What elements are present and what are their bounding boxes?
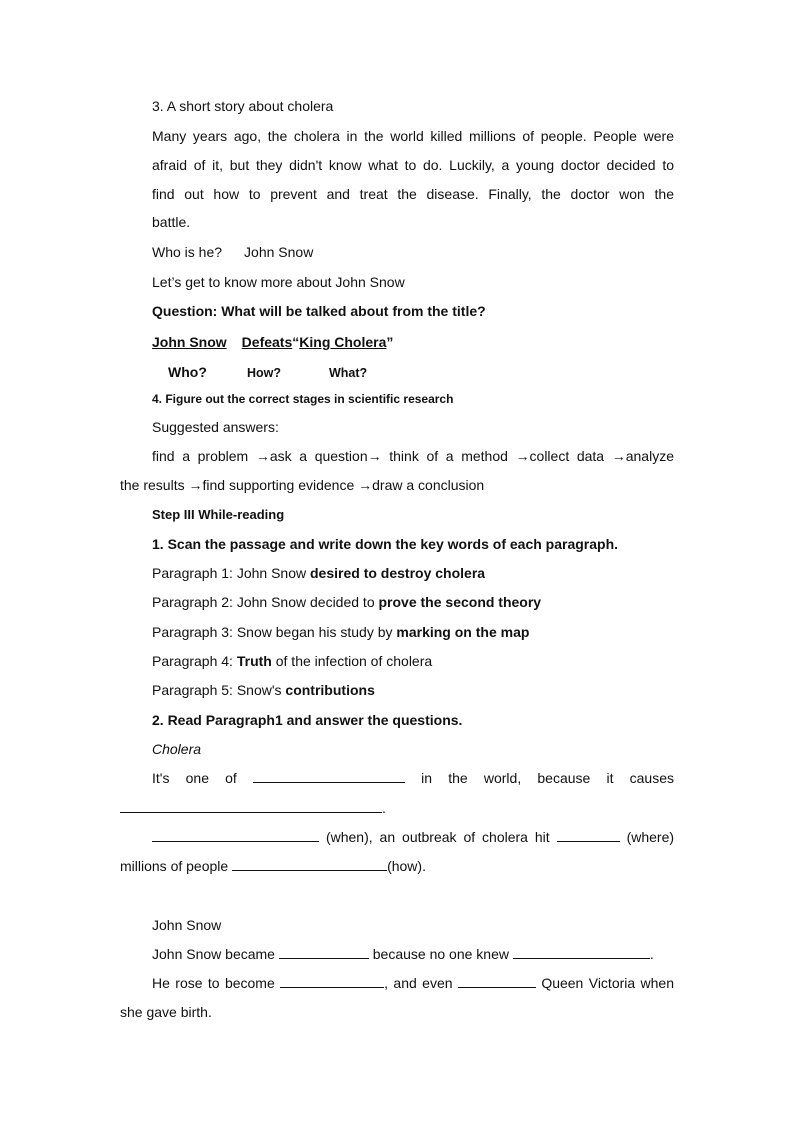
- paragraph-keywords: [152, 623, 529, 641]
- john-line-2: [152, 974, 674, 992]
- cholera-line-2: [120, 799, 386, 817]
- title-breakdown: [152, 333, 393, 351]
- text: .: [382, 800, 386, 816]
- blank-field[interactable]: [253, 769, 405, 783]
- title-john-snow: John Snow: [152, 334, 227, 350]
- paragraph-keywords: [152, 681, 375, 699]
- paragraph-keyword: marking on the map: [396, 624, 530, 640]
- text: .: [649, 946, 654, 962]
- close-quote: ”: [386, 334, 394, 350]
- cholera-line-4: [120, 857, 426, 875]
- open-quote: “: [292, 334, 300, 350]
- text: (when), an outbreak of cholera hit: [325, 829, 550, 845]
- text: in the world, because it causes: [421, 770, 675, 786]
- who-is-he-line: [152, 243, 313, 261]
- text: He rose to become: [152, 975, 275, 991]
- who-label: Who?: [168, 364, 207, 380]
- paragraph-keyword: prove the second theory: [378, 594, 542, 610]
- paragraph-prefix: Paragraph 2: John Snow decided to: [152, 594, 379, 610]
- paragraph-prefix: Paragraph 3: Snow began his study by: [152, 624, 397, 640]
- paragraph-keywords: [152, 652, 432, 670]
- section-3-heading: 3. A short story about cholera: [152, 98, 334, 114]
- paragraph-prefix: Paragraph 1: John Snow: [152, 565, 310, 581]
- suggested-answers-label: Suggested answers:: [152, 419, 279, 435]
- title-question: Question: What will be talked about from the title?: [152, 303, 486, 319]
- text: Queen Victoria when: [541, 975, 675, 991]
- stages-line: the results →find supporting evidence →draw a conclusion: [120, 477, 485, 493]
- blank-field[interactable]: [557, 828, 620, 842]
- who-question: Who is he?: [152, 244, 223, 260]
- blank-field[interactable]: [513, 945, 650, 959]
- john-line-3: she gave birth.: [120, 1004, 212, 1020]
- cholera-line-1: [152, 769, 674, 787]
- stages-line: find a problem →ask a question→ think of a method →collect data →analyze: [152, 448, 674, 464]
- blank-field[interactable]: [280, 974, 384, 988]
- cholera-line-3: [152, 828, 674, 846]
- story-line: Many years ago, the cholera in the world killed millions of people. People were: [152, 128, 674, 144]
- cholera-label: Cholera: [152, 741, 202, 757]
- what-label: What?: [329, 366, 368, 380]
- story-line: battle.: [152, 214, 191, 230]
- paragraph-prefix: Paragraph 5: Snow's: [152, 682, 286, 698]
- lets-know-line: Let’s get to know more about John Snow: [152, 274, 405, 290]
- text: John Snow became: [152, 946, 275, 962]
- blank-field[interactable]: [152, 828, 319, 842]
- paragraph-prefix: Paragraph 4:: [152, 653, 237, 669]
- paragraph-suffix: of the infection of cholera: [271, 653, 433, 669]
- paragraph-keyword: desired to destroy cholera: [310, 565, 486, 581]
- blank-field[interactable]: [120, 799, 382, 813]
- paragraph-keywords: [152, 564, 485, 582]
- task-2-heading: 2. Read Paragraph1 and answer the questions.: [152, 712, 463, 728]
- john-line-1: [152, 945, 654, 963]
- blank-field[interactable]: [232, 857, 387, 871]
- paragraph-keyword: contributions: [285, 682, 375, 698]
- text: (how).: [387, 858, 426, 874]
- task-1-heading: 1. Scan the passage and write down the key words of each paragraph.: [152, 536, 619, 552]
- blank-field[interactable]: [279, 945, 369, 959]
- paragraph-keyword: Truth: [236, 653, 272, 669]
- story-line: afraid of it, but they didn't know what to do. Luckily, a young doctor decided to: [152, 157, 674, 173]
- text: (where): [626, 829, 675, 845]
- text: because no one knew: [372, 946, 509, 962]
- paragraph-keywords: [152, 593, 541, 611]
- story-line: find out how to prevent and treat the disease. Finally, the doctor won the: [152, 186, 674, 202]
- text: , and even: [384, 975, 453, 991]
- step-3-heading: Step III While-reading: [152, 507, 285, 522]
- how-label: How?: [247, 366, 282, 380]
- text: millions of people: [120, 858, 229, 874]
- john-snow-label: John Snow: [152, 917, 222, 933]
- title-king-cholera: King Cholera: [299, 334, 387, 350]
- who-answer: John Snow: [244, 244, 314, 260]
- blank-field[interactable]: [458, 974, 536, 988]
- section-4-heading: 4. Figure out the correct stages in scientific research: [152, 392, 454, 406]
- title-defeats: Defeats: [241, 334, 293, 350]
- text: It's one of: [152, 770, 237, 786]
